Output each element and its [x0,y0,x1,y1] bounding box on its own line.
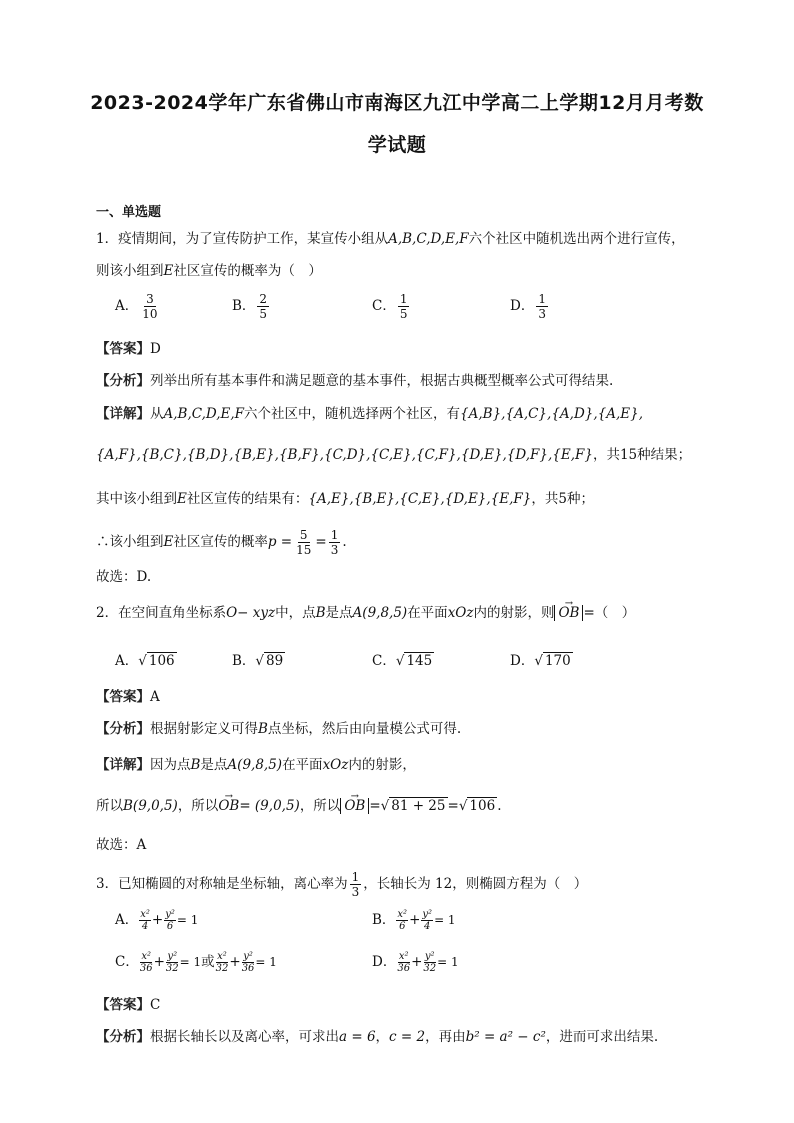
page-title-line2: 学试题 [367,134,427,156]
frac [397,951,410,974]
frac [396,909,408,932]
option-fraction [536,292,548,321]
frac-num: y² [165,909,175,920]
period: . [497,798,502,814]
radicand: 89 [266,653,284,669]
frac-den: 36 [241,963,255,974]
frac [140,951,153,974]
q1-stem-e: E [163,263,174,279]
q2-text: =（ ） [583,605,636,621]
q2-text: 在平面 [407,605,448,621]
analysis-text: ，再由 [425,1029,466,1045]
analysis-text: 列举出所有基本事件和满足题意的基本事件，根据古典概型概率公式可得结果. [150,373,614,389]
analysis-label: 【分析】 [96,373,150,389]
analysis-c: c = 2 [389,1029,426,1045]
vector-ob: → OB [558,604,579,622]
q1-stem-line2 [96,262,322,280]
q2-stem [96,604,635,622]
option-letter: B． [232,298,256,314]
sqrt: √ 170 [534,653,571,669]
detail-text: 其中该小组到 [96,491,177,507]
q3-option-c [115,950,277,974]
detail-sets: {A,E},{B,E},{C,E},{D,E},{E,F} [308,491,532,507]
section-heading: 一、单选题 [96,205,162,220]
analysis-text: 根据射影定义可得 [150,721,258,737]
option-letter: C． [372,653,396,669]
answer-label: 【答案】 [96,997,150,1013]
frac-num: 5 [299,528,308,542]
q1-detail-line4 [96,528,347,557]
detail-p: p = [267,534,293,550]
detail-label: 【详解】 [96,406,150,422]
analysis-text: 根据长轴长以及离心率，可求出 [150,1029,339,1045]
q3-analysis [96,1028,658,1046]
frac-den: 32 [423,963,437,974]
q2-analysis [96,720,461,738]
equals: = [315,534,327,550]
radicand: 145 [406,653,433,669]
detail-label: 【详解】 [96,757,150,773]
frac-den: 4 [424,921,431,932]
q2-plane: xOz [447,605,474,621]
frac-num: x² [398,951,409,962]
vector-abs [340,798,369,814]
frac [421,909,433,932]
sqrt: √ 81 + 25 [380,798,446,814]
detail-text: ∴该小组到 [96,534,164,550]
q2-option-c [372,649,434,669]
equals-one: = 1 [437,955,459,969]
frac [139,909,151,932]
detail-text: ，所以 [177,798,219,814]
detail-text: ，共15种结果； [592,447,692,463]
detail-plane: xOz [322,757,349,773]
q1-conclusion: 故选：D. [96,569,152,585]
page-title-line1: 2023-2024学年广东省佛山市南海区九江中学高二上学期12月月考数 [90,92,704,114]
answer-value: D [150,341,161,357]
equals-one: = 1 [179,955,202,969]
q3-answer [96,996,160,1014]
detail-text: 因为点 [150,757,191,773]
frac-den: 6 [399,921,406,932]
q3-option-b [372,908,456,932]
frac-num: y² [424,951,435,962]
detail-a: A(9,8,5) [227,757,283,773]
analysis-text: 点坐标，然后由向量模公式可得. [267,721,462,737]
q1-stem-text4: 社区宣传的概率为（ ） [173,263,322,279]
q1-stem-letters: A,B,C,D,E,F [388,231,469,247]
equals-one: = 1 [176,913,199,927]
detail-eq: = (9,0,5) [239,798,300,814]
option-letter: A． [115,912,139,928]
frac-den: 4 [141,921,149,932]
q1-option-b [232,292,271,321]
radicand: 106 [148,653,175,669]
frac [242,951,255,974]
detail-text: 社区宣传的结果有： [186,491,309,507]
detail-sets: {A,F},{B,C},{B,D},{B,E},{B,F},{C,D},{C,E},{C,F},{D,E},{D,F},{E,F} [96,447,593,463]
detail-e: E [163,534,174,550]
q1-answer [96,340,161,358]
q3-fraction [350,870,362,899]
q2-text: 2．在空间直角坐标系 [96,605,227,621]
answer-label: 【答案】 [96,341,150,357]
frac-den: 32 [165,963,179,974]
frac-num: y² [243,951,253,962]
q3-text: ，长轴长为 12，则椭圆方程为（ ） [363,876,588,892]
q1-detail-line3 [96,490,594,508]
frac-den: 15 [296,543,312,557]
q3-option-d [372,950,459,974]
detail-text: 社区宣传的概率 [173,534,268,550]
option-letter: A． [115,298,139,314]
detail-fraction [294,528,313,557]
sqrt: √ 89 [255,653,284,669]
frac-den: 6 [166,921,174,932]
option-letter: D． [372,954,397,970]
option-fraction [398,292,410,321]
option-letter: B． [372,912,396,928]
frac-num: x² [397,909,408,920]
q1-stem-text2: 六个社区中随机选出两个进行宣传， [468,231,685,247]
answer-value: A [150,689,160,705]
plus: + [229,954,241,970]
sqrt: √ 106 [458,798,496,814]
q1-detail-line2 [96,446,691,464]
q2-point-b: B [315,605,326,621]
radicand: 81 + 25 [391,798,446,814]
q1-option-a [115,292,162,321]
frac-num: x² [140,909,150,920]
detail-b: B [190,757,201,773]
q2-detail-line2 [96,797,502,815]
detail-text: 是点 [200,757,228,773]
plus: + [151,912,164,928]
frac-num: 1 [330,528,339,542]
frac-den: 36 [397,963,411,974]
q3-stem [96,870,587,899]
option-letter: C． [372,298,396,314]
q2-text: 内的射影，则 [473,605,555,621]
detail-text: 所以 [96,798,123,814]
q2-conclusion: 故选：A [96,837,147,853]
analysis-a: a = 6 [339,1029,376,1045]
option-letter: D． [510,298,535,314]
q2-option-b [232,649,285,669]
detail-sets: {A,B},{A,C},{A,D},{A,E}, [460,406,644,422]
frac [216,951,229,974]
detail-text: 在平面 [282,757,323,773]
q2-option-d [510,649,573,669]
option-letter: D． [510,653,535,669]
sqrt: √ 106 [138,653,175,669]
equals: = [447,798,459,814]
answer-value: C [150,997,161,1013]
option-letter: A． [115,653,139,669]
detail-text: 内的射影， [348,757,416,773]
analysis-eq: b² = a² − c² [465,1029,546,1045]
analysis-b: B [258,721,268,737]
frac-den: 36 [139,963,153,974]
equals: = [369,798,381,814]
option-letter: C． [115,954,139,970]
analysis-text: ， [375,1029,390,1045]
frac-num: 3 [146,292,154,306]
q1-stem-text3: 则该小组到 [96,263,164,279]
frac-den: 5 [259,307,268,321]
q1-analysis [96,372,613,390]
detail-text: ，共5种； [531,491,594,507]
plus: + [409,912,421,928]
plus: + [411,954,423,970]
q1-stem-text: 1．疫情期间，为了宣传防护工作，某宣传小组从 [96,231,389,247]
option-letter: B． [232,653,256,669]
frac-den: 32 [215,963,229,974]
frac-num: y² [422,909,433,920]
detail-fraction [329,528,341,557]
option-fraction [257,292,269,321]
option-fraction [140,292,159,321]
vector-ob: → OB [344,797,365,815]
equals-one: = 1 [434,913,456,927]
q2-text: 是点 [325,605,353,621]
answer-label: 【答案】 [96,689,150,705]
or-text: 或 [201,954,215,970]
q3-text: 3．已知椭圆的对称轴是坐标轴，离心率为 [96,876,348,892]
q1-option-d [510,292,550,321]
detail-text: ，所以 [299,798,341,814]
frac-den: 5 [399,307,408,321]
q2-answer [96,688,160,706]
frac [166,951,179,974]
q2-system: O− xyz [226,605,276,621]
frac [423,951,436,974]
radicand: 170 [544,653,571,669]
q2-text: 中，点 [275,605,316,621]
frac-den: 3 [351,885,360,899]
frac-num: 2 [259,292,268,306]
q3-option-a [115,908,198,932]
frac-num: x² [217,951,227,962]
radicand: 106 [469,798,496,814]
period: . [342,534,347,550]
frac-num: 1 [538,292,546,306]
frac-num: y² [167,951,178,962]
q2-option-a [115,649,177,669]
detail-text: 六个社区中，随机选择两个社区，有 [244,406,461,422]
detail-text: 从 [150,406,164,422]
analysis-label: 【分析】 [96,1029,150,1045]
equals-one: = 1 [255,955,277,969]
q2-vector-abs [554,605,583,621]
q1-option-c [372,292,411,321]
q1-stem-line1 [96,230,685,248]
analysis-label: 【分析】 [96,721,150,737]
sqrt: √ 145 [395,653,433,669]
q2-detail-line1 [96,756,416,774]
analysis-text: ，进而可求出结果. [545,1029,659,1045]
frac-den: 10 [142,307,158,321]
q1-detail-line1 [96,405,643,423]
detail-letters: A,B,C,D,E,F [163,406,245,422]
vector-ob: → OB [218,797,239,815]
frac-num: 1 [351,870,360,884]
q2-point-a: A(9,8,5) [352,605,408,621]
frac-num: x² [141,951,152,962]
frac-num: 1 [399,292,408,306]
plus: + [153,954,165,970]
frac [164,909,176,932]
frac-den: 3 [330,543,339,557]
frac-den: 3 [538,307,546,321]
detail-b: B(9,0,5) [123,798,178,814]
detail-e: E [177,491,187,507]
